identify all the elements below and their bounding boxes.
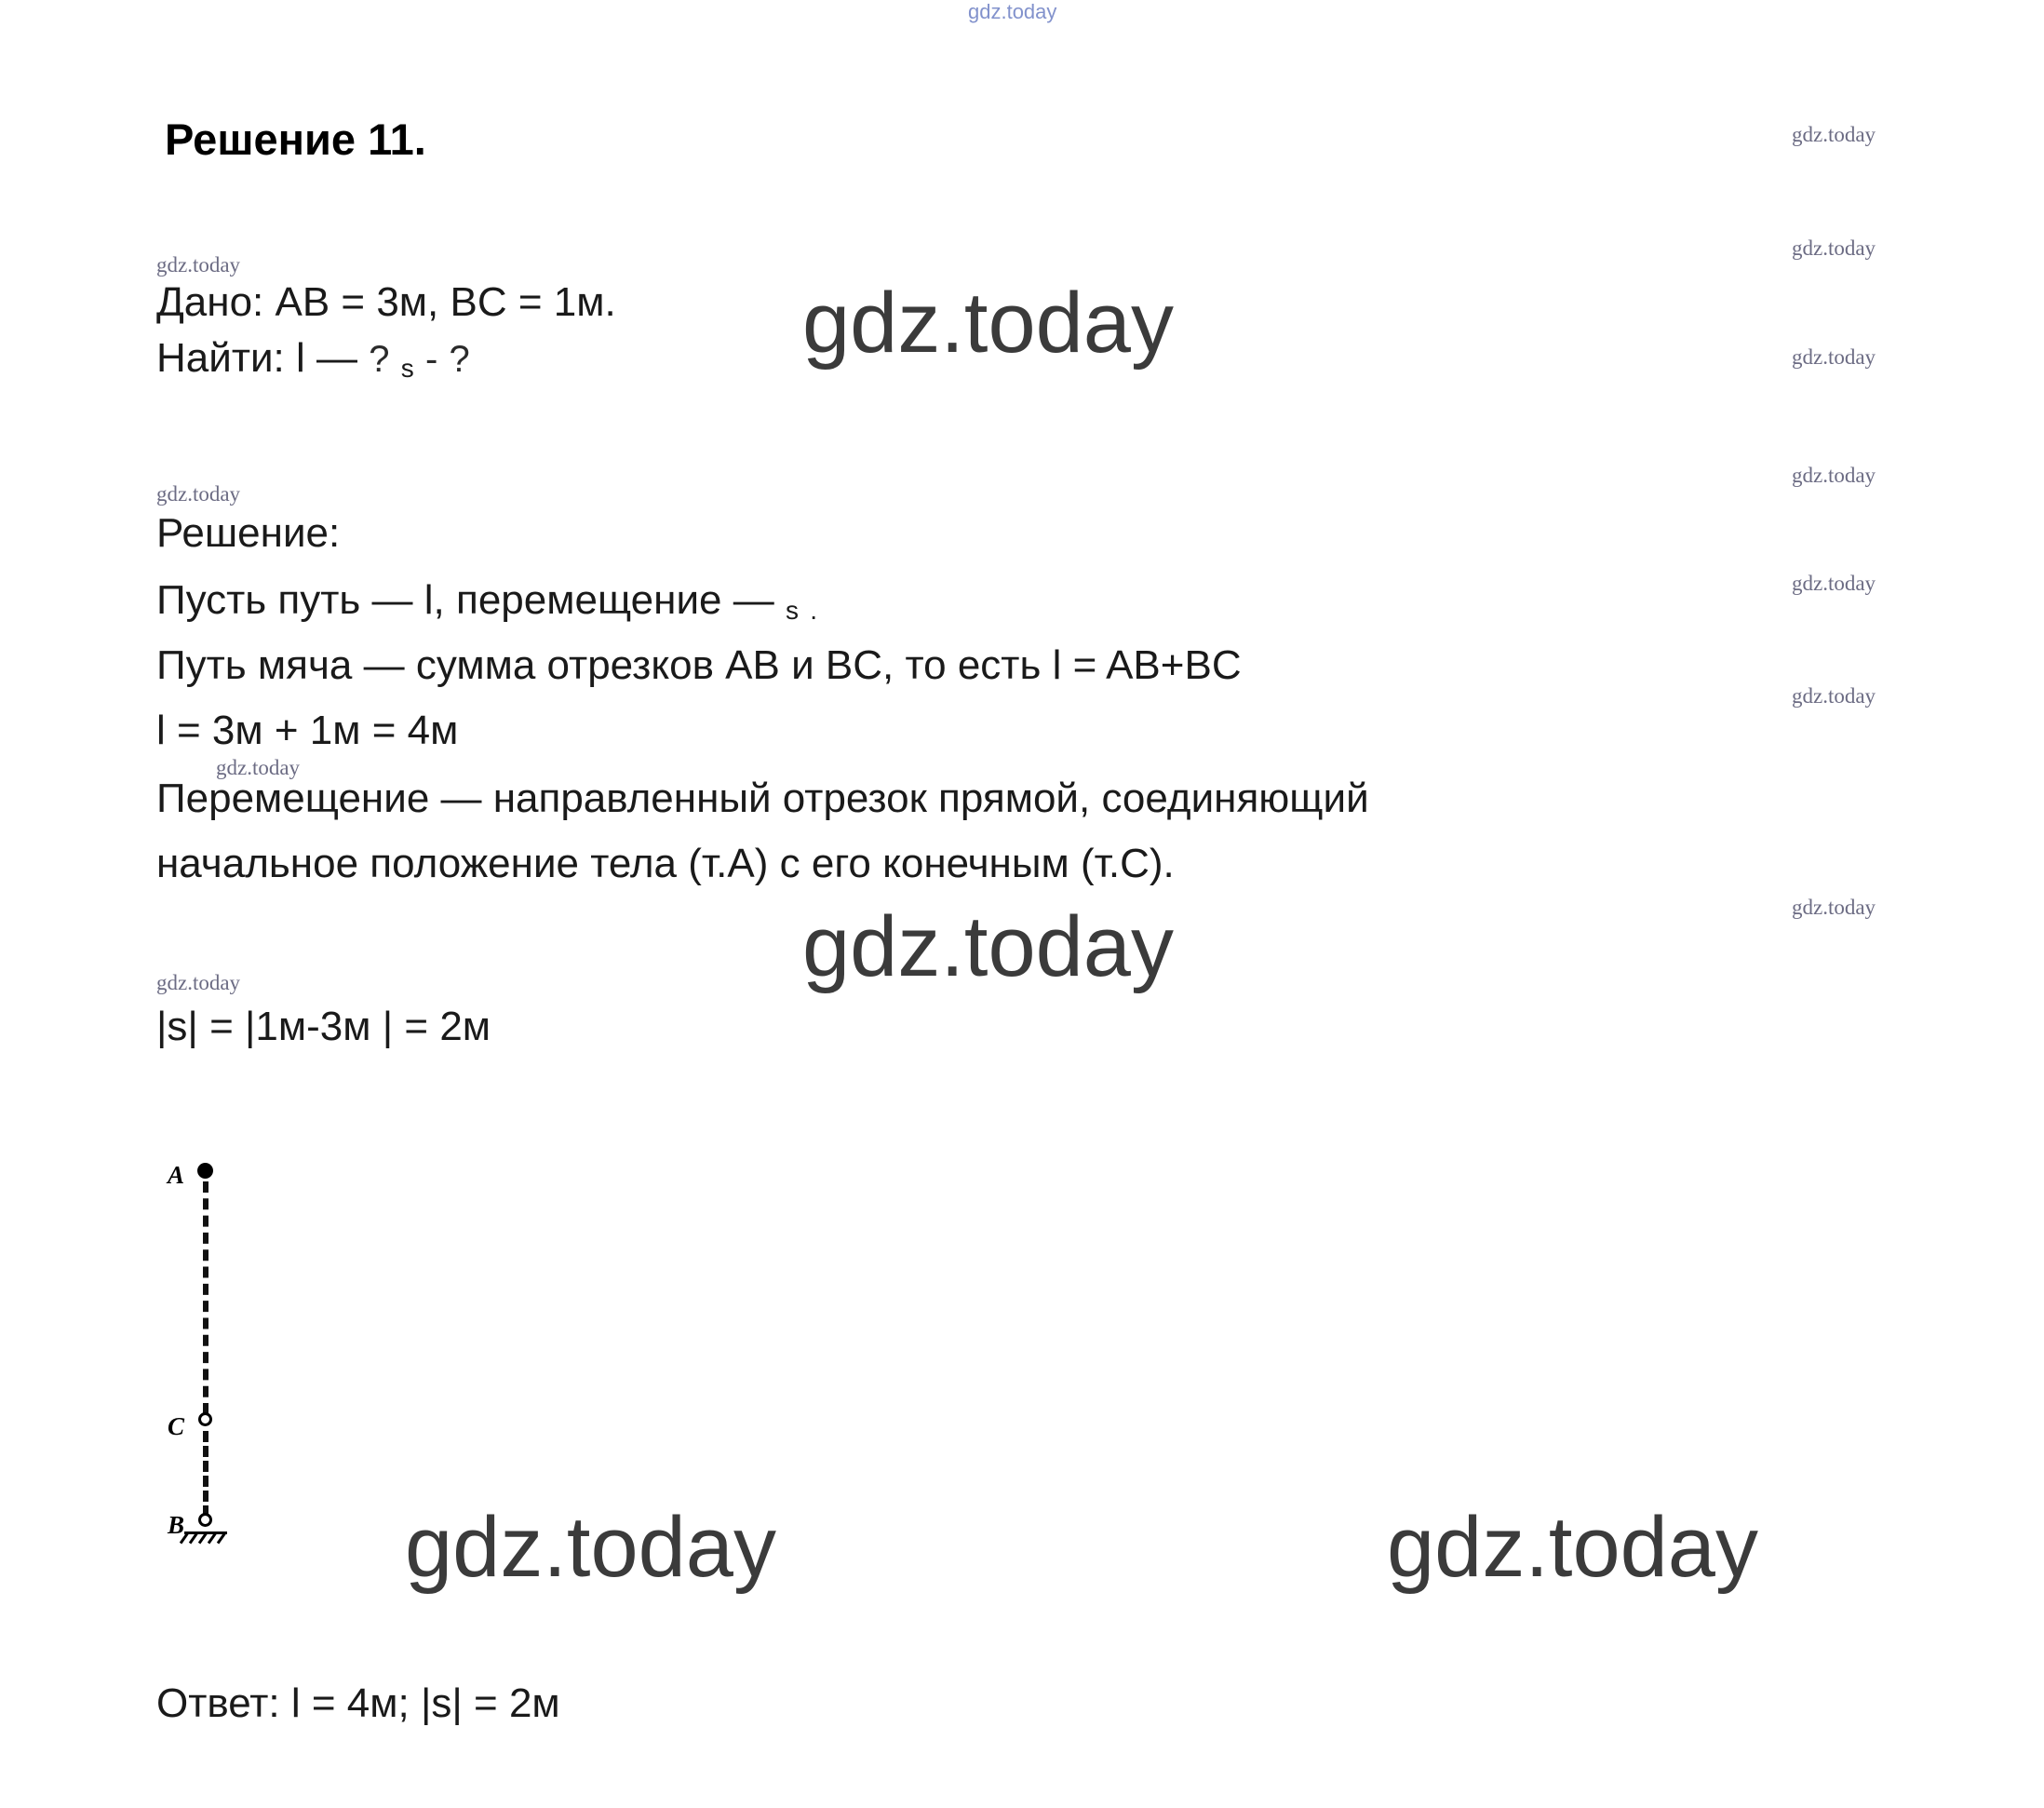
segment-cb-dashed — [203, 1431, 208, 1517]
find-prefix: Найти: l — — [156, 335, 358, 381]
find-line — [156, 335, 470, 382]
displacement-formula: |s| = |1м-3м | = 2м — [156, 1004, 491, 1049]
body-line-1-text: Пусть путь — l, перемещение — — [156, 577, 774, 623]
watermark-small: gdz.today — [156, 971, 241, 994]
watermark-small: gdz.today — [1792, 896, 1876, 919]
watermark-small: gdz.today — [1792, 684, 1876, 708]
page-title: Решение 11. — [165, 115, 426, 164]
find-question-1: ? — [369, 339, 390, 380]
point-a-marker — [197, 1163, 213, 1179]
watermark-small: gdz.today — [1792, 572, 1876, 595]
watermark-small: gdz.today — [216, 756, 301, 779]
answer-line: Ответ: l = 4м; |s| = 2м — [156, 1680, 560, 1726]
watermark-large: gdz.today — [802, 276, 1174, 371]
watermark-large: gdz.today — [802, 899, 1174, 994]
watermark-large: gdz.today — [405, 1500, 776, 1595]
watermark-small: gdz.today — [1792, 345, 1876, 369]
watermark-large: gdz.today — [1387, 1500, 1758, 1595]
figure-label-a: A — [168, 1161, 185, 1189]
point-c-marker — [198, 1412, 212, 1426]
solution-heading: Решение: — [156, 510, 341, 556]
watermark-small: gdz.today — [1792, 123, 1876, 146]
watermark-small: gdz.today — [156, 253, 241, 277]
point-b-marker — [198, 1513, 212, 1527]
body-line-4: Перемещение — направленный отрезок прямой, соединяющий — [156, 776, 1369, 821]
figure-label-b: B — [168, 1511, 185, 1539]
given-line: Дано: AB = 3м, BC = 1м. — [156, 279, 616, 325]
watermark-small: gdz.today — [156, 482, 241, 506]
watermark-small: gdz.today — [1792, 464, 1876, 487]
body-line-3: l = 3м + 1м = 4м — [156, 708, 459, 753]
body-line-2: Путь мяча — сумма отрезков AB и BC, то есть l = AB+BC — [156, 642, 1242, 688]
segment-ac-dashed — [203, 1181, 208, 1414]
find-dash: - — [424, 339, 438, 380]
watermark-top-center: gdz.today — [968, 0, 1057, 23]
body-line-1-subscript: s — [785, 596, 799, 625]
body-line-5: начальное положение тела (т.A) с его конечным (т.C). — [156, 841, 1175, 886]
figure-label-c: C — [168, 1412, 185, 1440]
trajectory-figure — [168, 1161, 289, 1559]
body-line-1 — [156, 577, 817, 624]
body-line-1-period: . — [810, 596, 817, 625]
find-question-2: ? — [449, 339, 470, 380]
watermark-small: gdz.today — [1792, 236, 1876, 260]
find-variable-s: s — [400, 354, 414, 383]
